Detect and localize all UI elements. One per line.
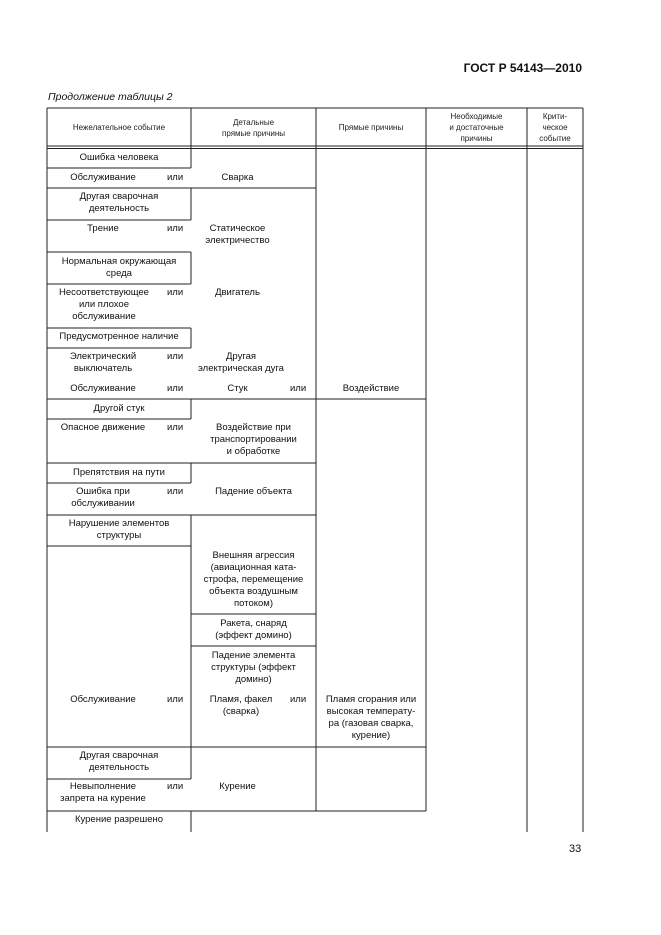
cell-undesired-event: Другая сварочная деятельность [79, 191, 159, 214]
cell-detailed-cause: Статическое электричество [205, 223, 270, 246]
cell-detailed-cause: Воздействие при транспортировании и обработке [210, 422, 297, 457]
cell-undesired-event: Другая сварочная деятельность [79, 750, 159, 773]
cell-undesired-event: Обслуживание [70, 172, 136, 183]
cell-detailed-cause: Падение элемента структуры (эффект домино) [211, 650, 296, 685]
cell-undesired-event: Несоответствующее или плохое обслуживание [59, 287, 149, 322]
or-connector: или [290, 383, 307, 394]
cell-detailed-cause: Сварка [221, 172, 254, 183]
cell-undesired-event: Ошибка при обслуживании [71, 486, 135, 509]
or-connector: или [167, 422, 184, 433]
header-detailed-direct-causes: Детальные прямые причины [222, 118, 285, 138]
document-id: ГОСТ Р 54143—2010 [463, 61, 582, 75]
cell-undesired-event: Опасное движение [60, 422, 146, 433]
or-connector: или [167, 383, 184, 394]
page-number: 33 [569, 843, 582, 855]
cell-detailed-cause: Другая электрическая дуга [198, 351, 284, 374]
cell-detailed-cause: Стук [227, 383, 248, 394]
or-connector: или [167, 694, 184, 705]
cell-detailed-cause: Двигатель [215, 287, 260, 298]
cell-undesired-event: Ошибка человека [79, 152, 159, 163]
header-direct-causes: Прямые причины [338, 123, 404, 132]
cell-undesired-event: Препятствия на пути [73, 467, 165, 478]
cell-detailed-cause: Внешняя агрессия (авиационная ката- строфа, перемещение объекта воздушным потоком) [203, 550, 304, 609]
cell-direct-cause: Пламя сгорания или высокая температу- ра (газовая сварка, курение) [325, 694, 417, 741]
or-connector: или [290, 694, 307, 705]
header-critical-event: Крити- ческое событие [539, 112, 571, 143]
cell-undesired-event: Обслуживание [70, 694, 136, 705]
header-necessary-sufficient-causes: Необходимые и достаточные причины [449, 112, 504, 143]
or-connector: или [167, 223, 184, 234]
cell-detailed-cause: Падение объекта [215, 486, 292, 497]
cell-detailed-cause: Ракета, снаряд (эффект домино) [215, 618, 292, 641]
cell-undesired-event: Невыполнение запрета на курение [60, 781, 146, 804]
cell-undesired-event: Электрический выключатель [69, 351, 137, 374]
cell-undesired-event: Предусмотренное наличие [59, 331, 179, 342]
cell-detailed-cause: Пламя, факел (сварка) [209, 694, 273, 717]
or-connector: или [167, 172, 184, 183]
cell-detailed-cause: Курение [219, 781, 256, 792]
or-connector: или [167, 781, 184, 792]
or-connector: или [167, 287, 184, 298]
cell-undesired-event: Трение [87, 223, 119, 234]
cell-undesired-event: Курение разрешено [74, 814, 164, 825]
cell-undesired-event: Нормальная окружающая среда [61, 256, 177, 279]
cell-direct-cause: Воздействие [342, 383, 400, 394]
or-connector: или [167, 486, 184, 497]
cell-undesired-event: Другой стук [93, 403, 145, 414]
header-undesired-event: Нежелательное событие [72, 123, 166, 132]
cell-undesired-event: Обслуживание [70, 383, 136, 394]
or-connector: или [167, 351, 184, 362]
table-caption: Продолжение таблицы 2 [48, 91, 173, 103]
cell-undesired-event: Нарушение элементов структуры [68, 518, 170, 541]
